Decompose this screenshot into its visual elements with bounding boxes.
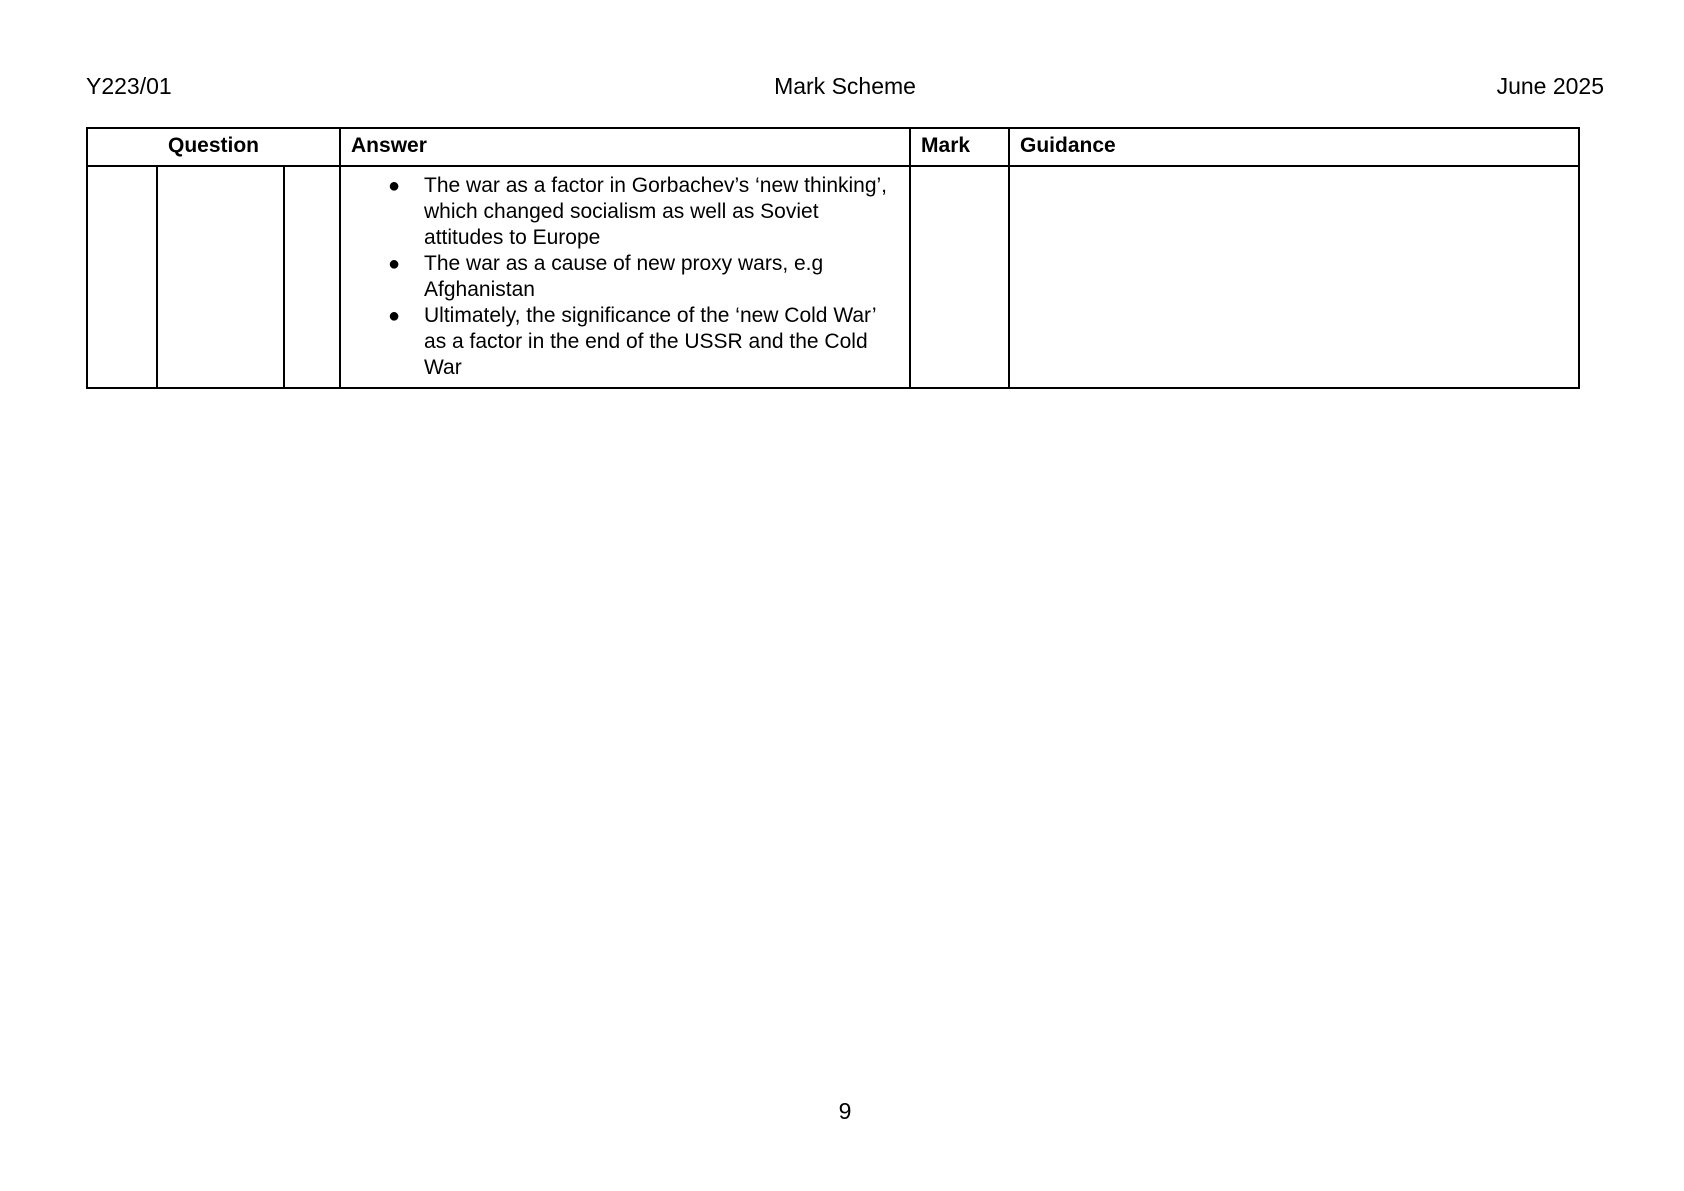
guidance-column-header: Guidance [1009,128,1579,166]
bullet-icon: ● [388,253,401,275]
answer-cell [340,166,910,388]
answer-bullet-list [341,167,909,381]
guidance-cell [1009,166,1579,388]
mark-column-header: Mark [910,128,1009,166]
answer-item-text: The war as a factor in Gorbachev’s ‘new thinking’, which changed socialism as well as Soviet attitudes to Europe [424,174,888,249]
answer-item-text: The war as a cause of new proxy wars, e.g Afghanistan [424,252,824,301]
question-number-cell [87,166,157,388]
bullet-icon: ● [388,305,401,327]
question-part-cell [157,166,284,388]
document-code: Y223/01 [86,73,172,99]
page-number: 9 [838,1098,852,1124]
answer-item-text: Ultimately, the significance of the ‘new Cold War’ as a factor in the end of the USSR and the Cold War [424,304,876,379]
question-subpart-cell [284,166,340,388]
mark-cell [910,166,1009,388]
table-header-row [87,128,1579,166]
table-row [87,166,1579,388]
list-item [388,173,899,251]
document-title: Mark Scheme [774,73,916,99]
list-item [388,251,899,303]
list-item [388,303,899,381]
mark-scheme-table [86,127,1580,389]
question-column-header: Question [87,128,340,166]
bullet-icon: ● [388,175,401,197]
document-date: June 2025 [1496,73,1604,99]
answer-column-header: Answer [340,128,910,166]
